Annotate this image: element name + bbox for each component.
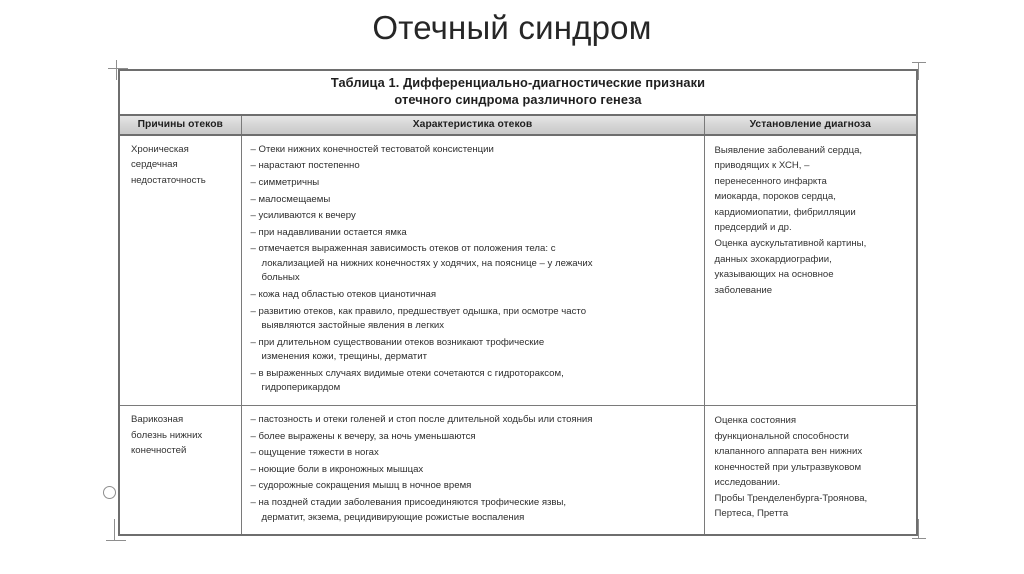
differential-diagnosis-table	[118, 69, 918, 536]
cause-line-1: Варикозная	[131, 414, 184, 426]
list-item	[251, 430, 696, 445]
table-caption-row	[119, 70, 917, 115]
list-item-text: – развитию отеков, как правило, предшествует одышка, при осмотре часто	[250, 305, 587, 317]
list-item-cont: изменения кожи, трещины, дерматит	[261, 351, 427, 363]
cell-cause-varicose-disease	[119, 406, 241, 536]
diagnosis-line: Пертеса, Претта	[714, 508, 789, 520]
list-item	[251, 446, 696, 461]
diagnosis-line: перенесенного инфаркта	[714, 175, 827, 187]
characteristics-list	[251, 413, 696, 525]
cell-characteristics-varicose-disease	[241, 406, 704, 536]
diagnosis-line: приводящих к ХСН, –	[714, 160, 810, 172]
table-header-row	[119, 115, 917, 135]
list-item	[251, 336, 696, 365]
list-item	[251, 143, 696, 158]
diagnosis-line: клапанного аппарата вен нижних	[714, 446, 863, 458]
list-item-text: – более выражены к вечеру, за ночь уменьшаются	[250, 430, 476, 442]
column-header-characteristics: Характеристика отеков	[241, 115, 704, 135]
list-item-text: – симметричны	[250, 176, 320, 188]
diagnosis-line: предсердий и др.	[714, 222, 792, 234]
page-title: Отечный синдром	[372, 9, 652, 46]
list-item-text: – ощущение тяжести в ногах	[250, 447, 379, 459]
column-header-diagnosis: Установление диагноза	[704, 115, 917, 135]
diagnosis-line: заболевание	[714, 284, 773, 296]
cell-characteristics-chronic-heart-failure	[241, 135, 704, 406]
list-item-text: – нарастают постепенно	[250, 160, 360, 172]
list-item	[251, 226, 696, 241]
list-item	[251, 193, 696, 208]
list-item-text: – ноющие боли в икроножных мышцах	[250, 463, 424, 475]
list-item	[251, 479, 696, 494]
diagnosis-line: Пробы Тренделенбурга-Троянова,	[714, 492, 868, 504]
characteristics-list	[251, 143, 696, 396]
list-item	[251, 288, 696, 303]
list-item	[251, 305, 696, 334]
cell-diagnosis-chronic-heart-failure	[704, 135, 917, 406]
diagnosis-line: кардиомиопатии, фибрилляции	[714, 206, 856, 218]
list-item-text: – Отеки нижних конечностей тестоватой консистенции	[250, 143, 494, 155]
cause-line-3: конечностей	[131, 445, 187, 457]
diagnosis-line: исследовании.	[714, 477, 781, 489]
registration-mark-left	[103, 486, 116, 499]
diagnosis-line: конечностей при ультразвуковом	[714, 461, 862, 473]
column-header-causes: Причины отеков	[119, 115, 241, 135]
diagnosis-line: Оценка состояния	[714, 415, 797, 427]
list-item-cont: выявляются застойные явления в легких	[261, 320, 445, 332]
list-item-text: – на поздней стадии заболевания присоединяются трофические язвы,	[250, 496, 567, 508]
diagnosis-line: миокарда, пороков сердца,	[714, 191, 836, 203]
cause-line-3: недостаточность	[131, 174, 206, 186]
list-item-cont: больных	[261, 272, 300, 284]
list-item	[251, 159, 696, 174]
list-item-cont: локализацией на нижних конечностях у ходячих, на пояснице – у лежачих	[261, 257, 593, 269]
diagnosis-line: данных эхокардиографии,	[714, 253, 832, 265]
table-row	[119, 406, 917, 536]
list-item-text: – при надавливании остается ямка	[250, 226, 407, 238]
table-caption-line-1: Таблица 1. Дифференциально-диагностические признаки	[330, 75, 706, 90]
cell-diagnosis-varicose-disease	[704, 406, 917, 536]
table-caption-line-2: отечного синдрома различного генеза	[394, 91, 642, 107]
list-item	[251, 242, 696, 286]
list-item-text: – при длительном существовании отеков возникают трофические	[250, 336, 545, 348]
list-item-text: – усиливаются к вечеру	[250, 210, 356, 222]
cause-line-2: сердечная	[131, 159, 178, 171]
table-caption-cell	[119, 70, 917, 115]
list-item	[251, 413, 696, 428]
diagnosis-line: указывающих на основное	[714, 269, 834, 281]
list-item	[251, 176, 696, 191]
cause-line-2: болезнь нижних	[131, 429, 203, 441]
list-item-text: – кожа над областью отеков цианотичная	[250, 288, 437, 300]
list-item-text: – судорожные сокращения мышц в ночное время	[250, 480, 472, 492]
list-item-cont: гидроперикардом	[261, 382, 341, 394]
diagnosis-line: функциональной способности	[714, 430, 849, 442]
list-item	[251, 463, 696, 478]
list-item-text: – малосмещаемы	[250, 193, 331, 205]
cause-line-1: Хроническая	[131, 143, 189, 155]
list-item-text: – отмечается выраженная зависимость отеков от положения тела: с	[250, 243, 556, 255]
table-row	[119, 135, 917, 406]
table-figure	[112, 64, 922, 539]
diagnosis-line: Выявление заболеваний сердца,	[714, 144, 863, 156]
list-item-cont: дерматит, экзема, рецидивирующие рожистые воспаления	[261, 511, 525, 523]
list-item	[251, 209, 696, 224]
list-item	[251, 367, 696, 396]
list-item-text: – пастозность и отеки голеней и стоп после длительной ходьбы или стояния	[250, 414, 593, 426]
list-item-text: – в выраженных случаях видимые отеки сочетаются с гидротораксом,	[250, 367, 564, 379]
diagnosis-line: Оценка аускультативной картины,	[714, 237, 867, 249]
list-item	[251, 496, 696, 525]
cell-cause-chronic-heart-failure	[119, 135, 241, 406]
